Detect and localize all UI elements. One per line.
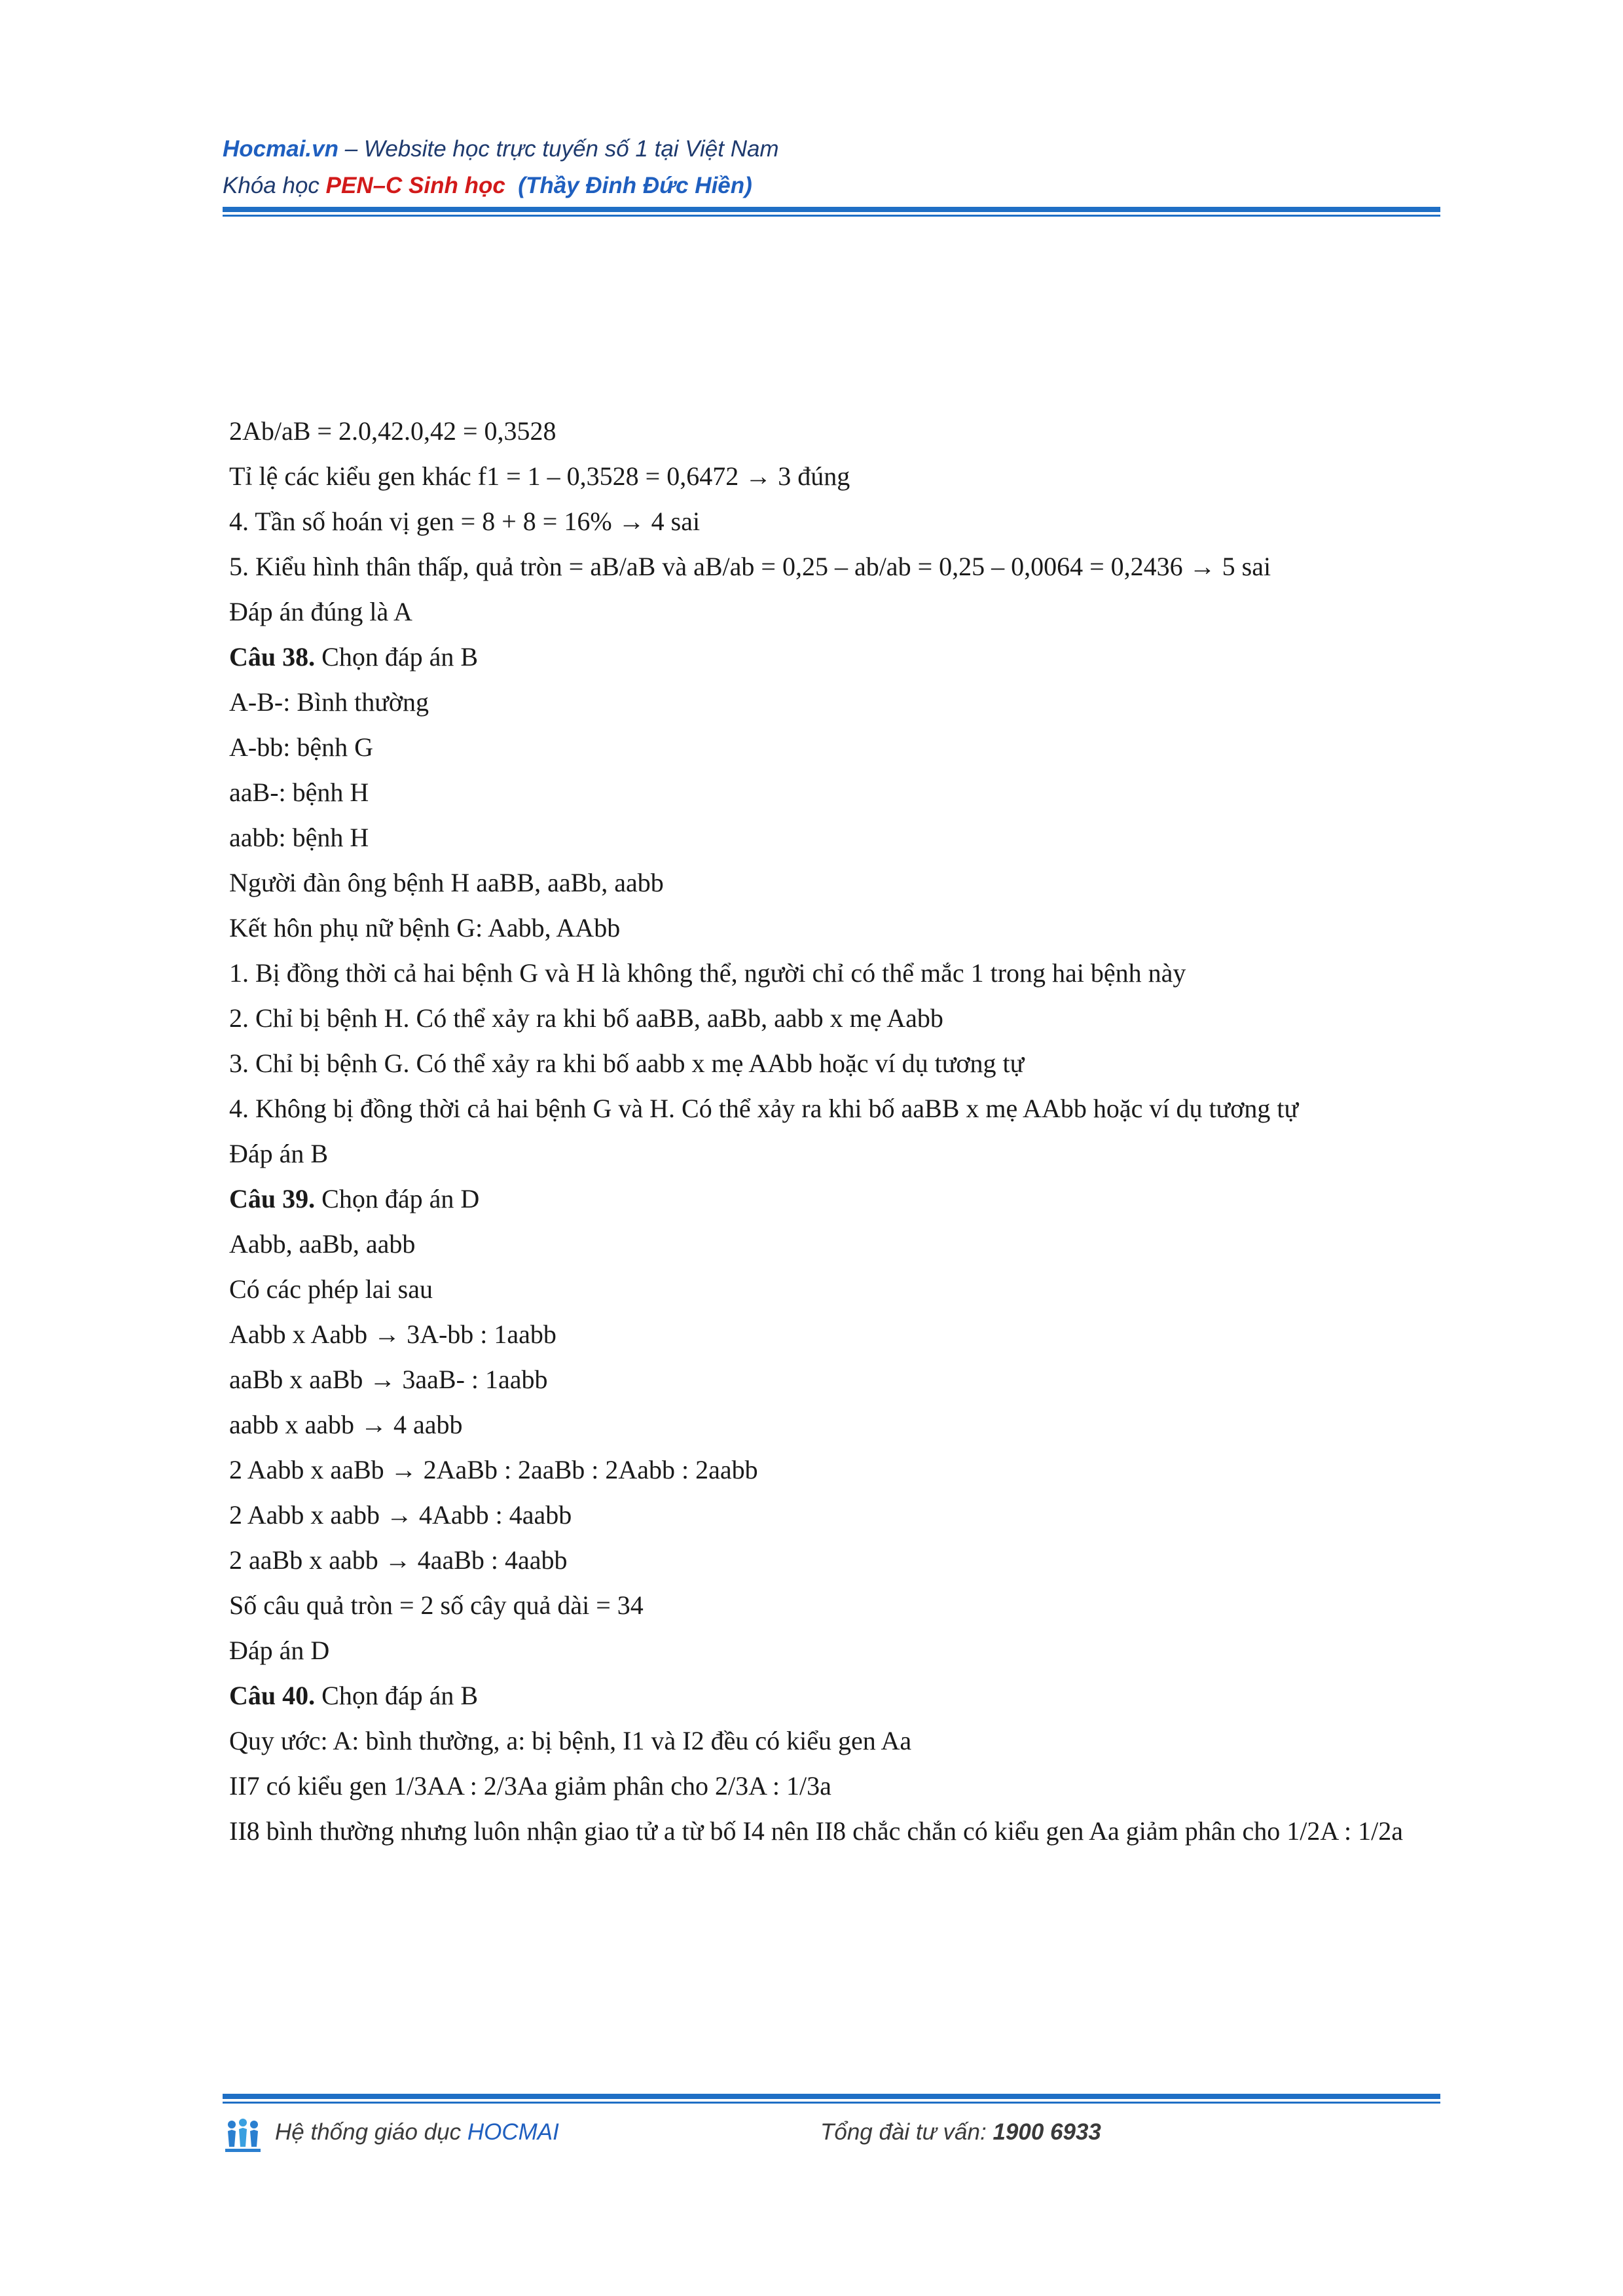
question-label: Câu 39. [229, 1184, 316, 1213]
footer-system [275, 2119, 559, 2145]
text-line: 2Ab/aB = 2.0,42.0,42 = 0,3528 [229, 416, 556, 446]
text-line: A-bb: bệnh G [229, 732, 373, 762]
question-heading-40 [229, 1673, 1440, 1718]
header-site-line [223, 131, 1440, 168]
text-line: 4. Tần số hoán vị gen = 8 + 8 = 16% → 4 sai [229, 507, 701, 536]
question-answer: Chọn đáp án B [315, 1681, 479, 1710]
text-line: aabb x aabb → 4 aabb [229, 1410, 463, 1439]
answer-content [229, 408, 1440, 1854]
text-line: A-B-: Bình thường [229, 687, 429, 717]
text-line: 2 Aabb x aabb → 4Aabb : 4aabb [229, 1500, 572, 1530]
question-heading-39 [229, 1176, 1440, 1221]
header-course-line [223, 168, 1440, 204]
text-line: Số câu quả tròn = 2 số cây quả dài = 34 [229, 1590, 644, 1620]
text-line: Aabb x Aabb → 3A-bb : 1aabb [229, 1319, 556, 1349]
text-line: aaBb x aaBb → 3aaB- : 1aabb [229, 1365, 548, 1394]
text-line: 1. Bị đồng thời cả hai bệnh G và H là không thể, người chỉ có thể mắc 1 trong hai bệnh này [229, 958, 1186, 988]
text-line: Aabb, aaBb, aabb [229, 1229, 416, 1259]
text-line: 2 aaBb x aabb → 4aaBb : 4aabb [229, 1545, 568, 1575]
footer-hotline-prefix: Tổng đài tư vấn: [820, 2119, 993, 2145]
hocmai-logo-icon [223, 2118, 263, 2155]
text-line: 2. Chỉ bị bệnh H. Có thể xảy ra khi bố aaBB, aaBb, aabb x mẹ Aabb [229, 1003, 943, 1033]
question-label: Câu 38. [229, 642, 316, 672]
text-line: Quy ước: A: bình thường, a: bị bệnh, I1 và I2 đều có kiểu gen Aa [229, 1726, 912, 1755]
question-heading-38 [229, 634, 1440, 679]
footer-system-name: HOCMAI [467, 2119, 559, 2145]
question-label: Câu 40. [229, 1681, 316, 1710]
course-name: PEN–C Sinh học [325, 173, 505, 198]
text-line: Tỉ lệ các kiểu gen khác f1 = 1 – 0,3528 = 0,6472 → 3 đúng [229, 461, 850, 491]
course-teacher: (Thầy Đinh Đức Hiền) [518, 173, 752, 198]
text-line: II7 có kiểu gen 1/3AA : 2/3Aa giảm phân cho 2/3A : 1/3a [229, 1771, 831, 1801]
text-line: 3. Chỉ bị bệnh G. Có thể xảy ra khi bố aabb x mẹ AAbb hoặc ví dụ tương tự [229, 1049, 1025, 1078]
footer-hotline [820, 2119, 1101, 2145]
text-line: II8 bình thường nhưng luôn nhận giao tử a từ bố I4 nên II8 chắc chắn có kiểu gen Aa giảm phân cho 1/2A : 1/2a [229, 1816, 1404, 1846]
footer-hotline-number: 1900 6933 [993, 2119, 1101, 2145]
site-tagline: – Website học trực tuyến số 1 tại Việt Nam [338, 136, 779, 162]
site-name: Hocmai.vn [223, 136, 338, 162]
text-line: 5. Kiểu hình thân thấp, quả tròn = aB/aB và aB/ab = 0,25 – ab/ab = 0,25 – 0,0064 = 0,2436 → 5 sai [229, 552, 1271, 581]
text-line: aabb: bệnh H [229, 823, 369, 852]
header-rule [223, 207, 1440, 212]
text-line: 2 Aabb x aaBb → 2AaBb : 2aaBb : 2Aabb : 2aabb [229, 1455, 758, 1484]
text-line: Kết hôn phụ nữ bệnh G: Aabb, AAbb [229, 913, 621, 942]
text-line: Người đàn ông bệnh H aaBB, aaBb, aabb [229, 868, 664, 897]
question-answer: Chọn đáp án B [315, 642, 479, 672]
footer-system-prefix: Hệ thống giáo dục [275, 2119, 467, 2145]
text-line: 4. Không bị đồng thời cả hai bệnh G và H. Có thể xảy ra khi bố aaBB x mẹ AAbb hoặc ví dụ tương tự [229, 1094, 1299, 1123]
header-rule-thin [223, 215, 1440, 217]
text-line: Đáp án B [229, 1139, 329, 1168]
text-line: Đáp án đúng là A [229, 597, 412, 626]
footer-rule-thin [223, 2102, 1440, 2104]
footer-rule [223, 2094, 1440, 2099]
course-prefix: Khóa học [223, 173, 326, 198]
text-line: Đáp án D [229, 1636, 330, 1665]
question-answer: Chọn đáp án D [315, 1184, 480, 1213]
text-line: Có các phép lai sau [229, 1274, 433, 1304]
text-line: aaB-: bệnh H [229, 778, 369, 807]
page-header [223, 131, 1440, 204]
